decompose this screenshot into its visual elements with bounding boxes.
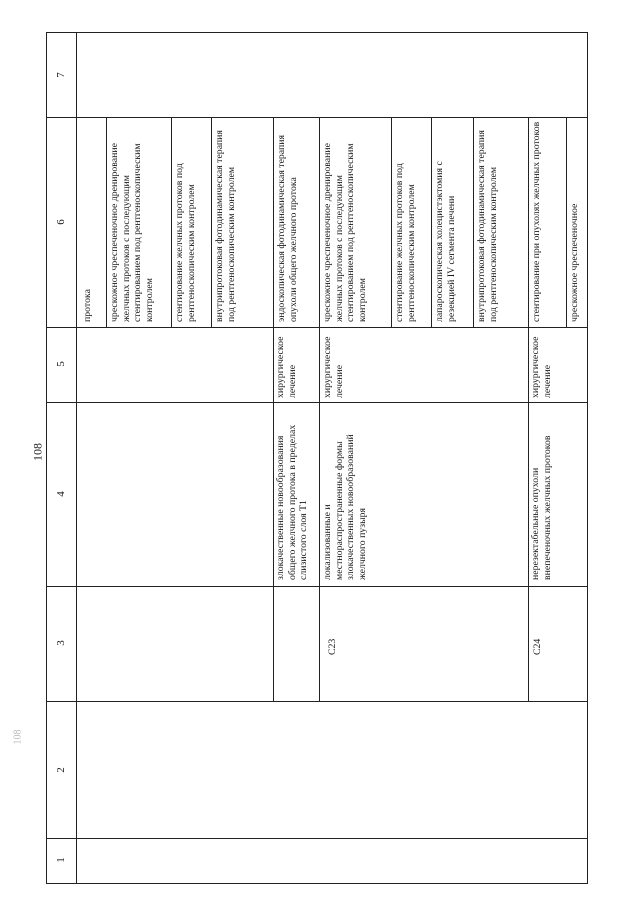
row-separator bbox=[528, 327, 529, 702]
treatment-cell: хирургическое лечение bbox=[275, 336, 298, 398]
diagnosis-cell: локализованные и местнораспространенные формы злокачественных новообразований желчного пузыря bbox=[322, 434, 368, 580]
row-separator bbox=[273, 327, 274, 702]
table-border bbox=[46, 32, 588, 33]
header-col-5: 5 bbox=[55, 361, 67, 367]
method-cell: чрескожное чреспеченочное дренирование желчных протоков с последующим стентированием под рентгеноскопическим контролем bbox=[322, 143, 368, 322]
row-separator bbox=[273, 117, 274, 328]
column-separator bbox=[46, 327, 588, 328]
row-separator bbox=[391, 117, 392, 328]
method-cell: протока bbox=[82, 289, 93, 322]
method-cell: эндоскопическая фотодинамическая терапия опухоли общего желчного протока bbox=[276, 134, 299, 322]
row-separator bbox=[566, 117, 567, 328]
row-separator bbox=[528, 117, 529, 328]
header-col-4: 4 bbox=[55, 491, 67, 497]
table-border bbox=[46, 883, 588, 884]
code-c23: C23 bbox=[327, 638, 338, 655]
row-separator bbox=[211, 117, 212, 328]
column-separator bbox=[46, 701, 588, 702]
header-col-6: 6 bbox=[55, 219, 67, 225]
method-cell: внутрипротоковая фотодинамическая терапия под рентгеноскопическим контролем bbox=[476, 130, 499, 322]
row-separator bbox=[473, 117, 474, 328]
header-col-7: 7 bbox=[55, 72, 67, 78]
column-separator bbox=[46, 838, 588, 839]
column-separator bbox=[46, 402, 588, 403]
diagnosis-cell: нерезектабельные опухоли внепеченочных желчных протоков bbox=[530, 435, 553, 580]
page-number: 108 bbox=[30, 443, 45, 461]
method-cell: внутрипротоковая фотодинамическая терапия под рентгеноскопическим контролем bbox=[214, 130, 237, 322]
column-separator bbox=[46, 586, 588, 587]
table-border bbox=[46, 32, 47, 884]
header-col-2: 2 bbox=[55, 767, 67, 773]
row-separator bbox=[431, 117, 432, 328]
method-cell: чрескожное чреспеченочное дренирование желчных протоков с последующим стентированием под рентгеноскопическим контролем bbox=[109, 143, 155, 322]
treatment-cell: хирургическое лечение bbox=[530, 336, 553, 398]
row-separator bbox=[319, 327, 320, 702]
diagnosis-cell: злокачественные новообразования общего желчного протока в пределах слизистого слоя Т1 bbox=[275, 424, 310, 580]
row-separator bbox=[319, 117, 320, 328]
treatment-cell: хирургическое лечение bbox=[322, 336, 345, 398]
method-cell: стентирование при опухолях желчных протоков bbox=[531, 121, 542, 322]
table-border bbox=[587, 32, 588, 884]
header-col-1: 1 bbox=[55, 857, 67, 863]
method-cell: стентирование желчных протоков под рентгеноскопическим контролем bbox=[394, 163, 417, 322]
header-col-3: 3 bbox=[55, 640, 67, 646]
method-cell: чрескожное чреспеченочное bbox=[569, 203, 580, 322]
header-separator bbox=[76, 32, 77, 884]
row-separator bbox=[106, 117, 107, 328]
method-cell: лапароскопическая холецистэктомия с резекцией IV сегмента печени bbox=[434, 161, 457, 322]
code-c24: C24 bbox=[532, 638, 543, 655]
method-cell: стентирование желчных протоков под рентгеноскопическим контролем bbox=[174, 163, 197, 322]
faint-margin-mark: 108 bbox=[12, 729, 24, 745]
row-separator bbox=[171, 117, 172, 328]
